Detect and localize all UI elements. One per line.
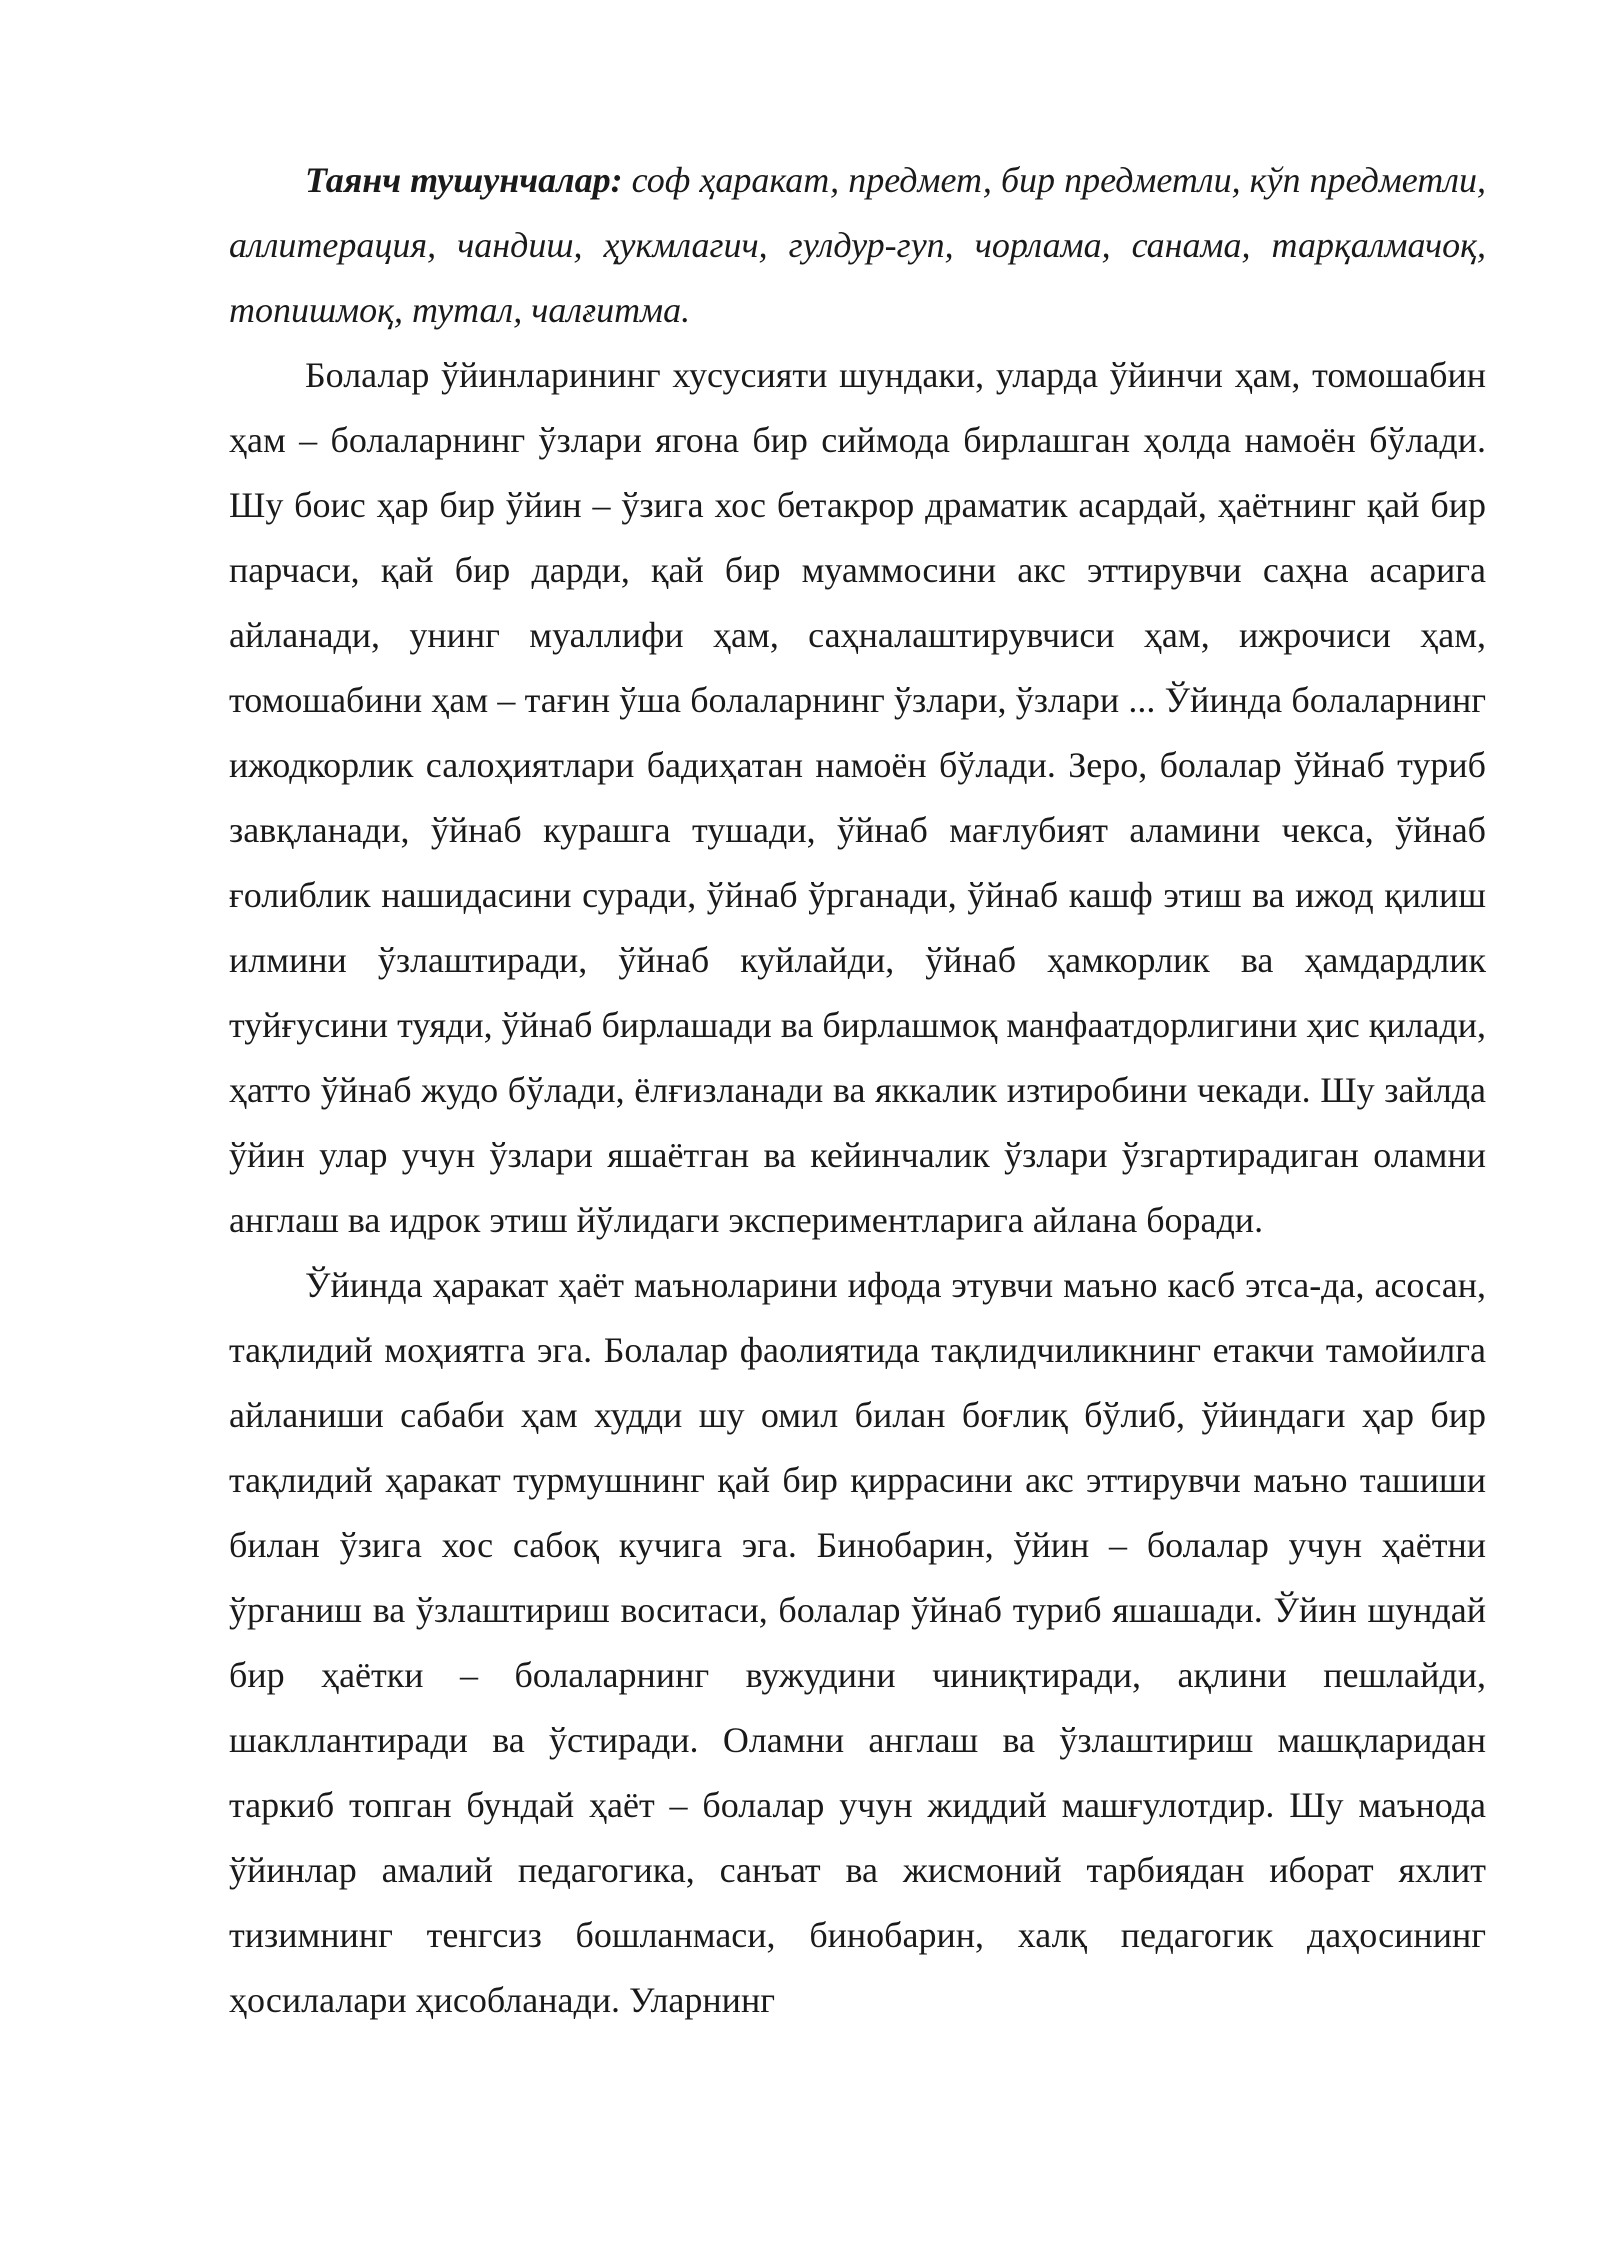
body-paragraph-1: Болалар ўйинларининг хусусияти шундаки, уларда ўйинчи ҳам, томошабин ҳам – болаларнинг ўзлари ягона бир сиймода бирлашган ҳолда намоён бўлади. Шу боис ҳар бир ўйин – ўзига хос бетакрор драматик асардай, ҳаётнинг қай бир парчаси, қай бир дарди, қай бир муаммосини акс эттирувчи саҳна асарига айланади, унинг муаллифи ҳам, саҳналаштирувчиси ҳам, ижрочиси ҳам, томошабини ҳам – тағин ўша болаларнинг ўзлари, ўзлари ... Ўйинда болаларнинг ижодкорлик салоҳиятлари бадиҳатан намоён бўлади. Зеро, болалар ўйнаб туриб завқланади, ўйнаб курашга тушади, ўйнаб мағлубият аламини чекса, ўйнаб ғолиблик нашидасини суради, ўйнаб ўрганади, ўйнаб кашф этиш ва ижод қилиш илмини ўзлаштиради, ўйнаб куйлайди, ўйнаб ҳамкорлик ва ҳамдардлик туйғусини туяди, ўйнаб бирлашади ва бирлашмоқ манфаатдорлигини ҳис қилади, ҳатто ўйнаб жудо бўлади, ёлғизланади ва яккалик изтиробини чекади. Шу зайлда ўйин улар учун ўзлари яшаётган ва кейинчалик ўзлари ўзгартирадиган оламни англаш ва идрок этиш йўлидаги экспериментларига айлана боради. <box>229 355 1486 1240</box>
body-paragraph-2: Ўйинда ҳаракат ҳаёт маъноларини ифода этувчи маъно касб этса-да, асосан, тақлидий моҳиятга эга. Болалар фаолиятида тақлидчиликнинг етакчи тамойилга айланиши сабаби ҳам худди шу омил билан боғлиқ бўлиб, ўйиндаги ҳар бир тақлидий ҳаракат турмушнинг қай бир қиррасини акс эттирувчи маъно ташиши билан ўзига хос сабоқ кучига эга. Бинобарин, ўйин – болалар учун ҳаётни ўрганиш ва ўзлаштириш воситаси, болалар ўйнаб туриб яшашади. Ўйин шундай бир ҳаётки – болаларнинг вужудини чиниқтиради, ақлини пешлайди, шакллантиради ва ўстиради. Оламни англаш ва ўзлаштириш машқларидан таркиб топган бундай ҳаёт – болалар учун жиддий машғулотдир. Шу маънода ўйинлар амалий педагогика, санъат ва жисмоний тарбиядан иборат яхлит тизимнинг тенгсиз бошланмаси, бинобарин, халқ педагогик даҳосининг ҳосилалари ҳисобланади. Уларнинг <box>229 1265 1486 2020</box>
keywords-paragraph <box>229 148 1486 343</box>
keywords-terms: соф ҳаракат, предмет, бир предметли, кўп предметли, аллитерация, чандиш, ҳукмлагич, гулдур-гуп, чорлама, санама, тарқалмачоқ, топишмоқ, тутал, чалғитма. <box>229 160 1486 330</box>
keywords-label: Таянч тушунчалар: <box>305 160 623 200</box>
document-page <box>229 148 1486 2033</box>
